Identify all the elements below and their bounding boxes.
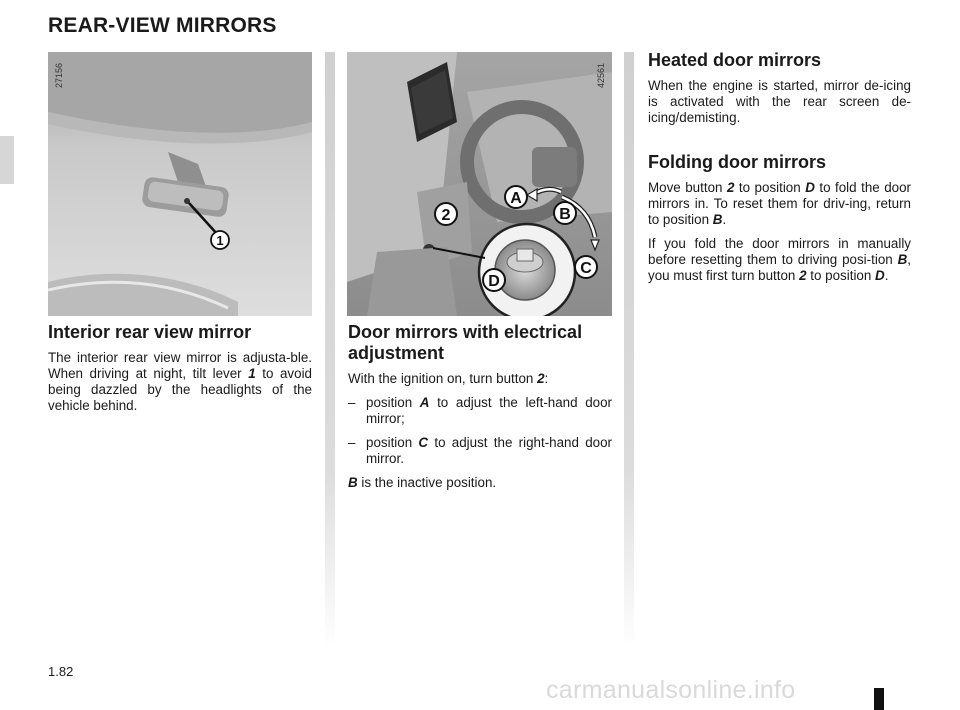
- lever-ref: 1: [248, 366, 256, 381]
- folding-text-part: If you fold the door mirrors in manually before resetting them to driving posi-tion: [648, 236, 911, 267]
- interior-mirror-text: [48, 350, 312, 414]
- folding-text-part: to position: [734, 180, 806, 195]
- inactive-text-part: is the inactive position.: [357, 475, 497, 490]
- folding-text-part: .: [884, 268, 889, 283]
- callout-b-label: B: [559, 206, 571, 223]
- list-item: [348, 435, 612, 467]
- door-mirror-control-figure: [347, 52, 612, 316]
- watermark: carmanualsonline.info: [546, 676, 796, 704]
- list-item-text: [366, 395, 612, 427]
- position-ref: C: [418, 435, 429, 450]
- door-mirror-intro: [348, 371, 612, 387]
- callout-1-label: 1: [216, 233, 224, 248]
- position-ref: D: [805, 180, 815, 195]
- corner-mark: [874, 688, 884, 710]
- interior-mirror-section: [48, 322, 312, 414]
- button-ref: 2: [799, 268, 807, 283]
- interior-text-part: The interior rear view mirror is adjusta-ble. When driving at night, tilt lever: [48, 350, 312, 381]
- folding-text-part: to fold the door mirrors in. To reset them for driv-ing, return to position: [648, 180, 911, 227]
- folding-mirrors-text-2: [648, 236, 911, 284]
- position-ref: B: [897, 252, 908, 267]
- folding-text-part: .: [722, 212, 727, 227]
- button-ref: 2: [537, 371, 545, 386]
- inactive-position-text: [348, 475, 612, 491]
- position-ref: B: [712, 212, 723, 227]
- position-ref: D: [875, 268, 885, 283]
- heated-mirrors-section: [648, 50, 911, 126]
- heated-mirrors-text: When the engine is started, mirror de-icing is activated with the rear screen de-icing/demisting.: [648, 78, 911, 125]
- list-text-part: position: [366, 395, 420, 410]
- intro-text-part: :: [544, 371, 549, 386]
- folding-mirrors-heading: Folding door mirrors: [648, 152, 826, 172]
- page-title: REAR-VIEW MIRRORS: [48, 14, 277, 37]
- list-text-part: to adjust the right-hand door mirror.: [366, 435, 613, 466]
- heated-mirrors-heading: Heated door mirrors: [648, 50, 822, 70]
- column-divider-right: [624, 52, 634, 648]
- callout-2-label: 2: [441, 207, 451, 224]
- list-dash: –: [348, 395, 356, 410]
- list-item: [348, 395, 612, 427]
- folding-text-part: to position: [806, 268, 876, 283]
- column-divider-left: [325, 52, 335, 648]
- callout-d-label: D: [488, 273, 500, 290]
- page-number: 1.82: [48, 664, 74, 679]
- interior-text-part: to avoid being dazzled by the headlights of the vehicle behind.: [48, 366, 312, 413]
- door-mirror-electrical-heading: Door mirrors with electrical adjustment: [348, 322, 583, 363]
- interior-mirror-figure: [48, 52, 312, 316]
- folding-text-part: , you must first turn button: [648, 252, 911, 283]
- figure-ref-42561: 42561: [596, 62, 606, 88]
- button-ref: 2: [726, 180, 735, 195]
- list-item-text: [366, 435, 612, 467]
- list-dash: –: [348, 435, 356, 450]
- callout-a-label: A: [510, 190, 522, 207]
- intro-text-part: With the ignition on, turn button: [348, 371, 538, 386]
- folding-mirrors-text-1: [648, 180, 911, 228]
- callout-c-label: C: [580, 260, 592, 277]
- door-mirror-electrical-section: [348, 322, 612, 491]
- list-text-part: to adjust the left-hand door mirror;: [366, 395, 612, 426]
- position-ref: B: [348, 475, 358, 490]
- folding-text-part: Move button: [648, 180, 727, 195]
- list-text-part: position: [366, 435, 419, 450]
- section-tab: [0, 136, 14, 184]
- folding-mirrors-section: [648, 152, 911, 284]
- position-ref: A: [419, 395, 430, 410]
- interior-mirror-heading: Interior rear view mirror: [48, 322, 252, 342]
- figure-ref-27156: 27156: [54, 62, 64, 88]
